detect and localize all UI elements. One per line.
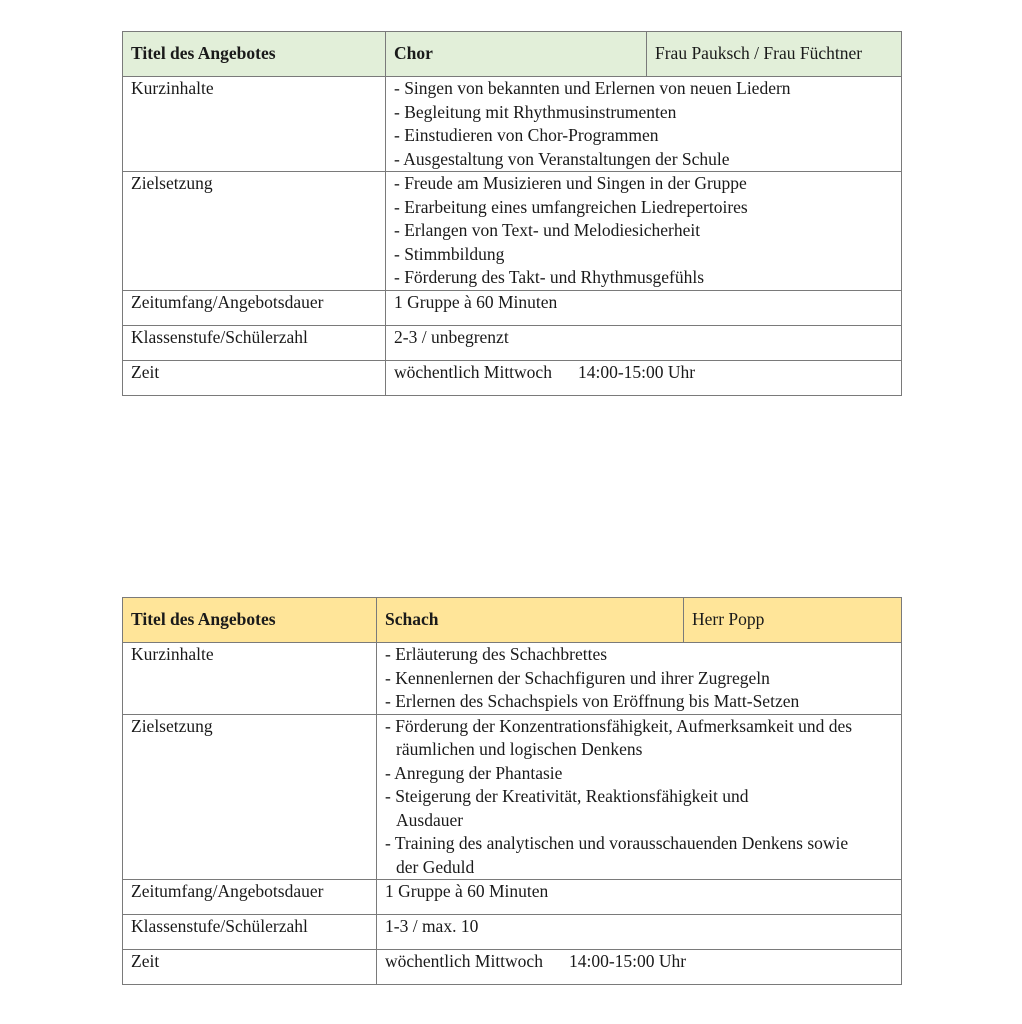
row-klassenstufe: [123, 915, 902, 950]
schedule-day: wöchentlich Mittwoch: [394, 361, 552, 382]
row-value: [377, 714, 902, 880]
offer-table-chor: [122, 31, 902, 396]
row-zeitumfang: [123, 290, 902, 325]
row-value: 1-3 / max. 10: [377, 915, 902, 950]
offer-title: Schach: [377, 598, 684, 643]
schedule-time: 14:00-15:00 Uhr: [577, 361, 696, 382]
list-item: - Kennenlernen der Schachfiguren und ihrer Zugregeln: [385, 667, 893, 691]
row-zielsetzung: [123, 714, 902, 880]
row-value: [377, 950, 902, 985]
row-klassenstufe: [123, 325, 902, 360]
bullet-list: [385, 643, 893, 714]
list-item: - Anregung der Phantasie: [385, 762, 873, 786]
list-item: - Steigerung der Kreativität, Reaktionsfähigkeit und Ausdauer: [385, 785, 873, 832]
row-zeit: [123, 360, 902, 395]
teacher-name: Frau Pauksch / Frau Füchtner: [647, 32, 902, 77]
list-item: - Begleitung mit Rhythmusinstrumenten: [394, 101, 893, 125]
row-zeitumfang: [123, 880, 902, 915]
schedule-day: wöchentlich Mittwoch: [385, 951, 543, 971]
row-zielsetzung: [123, 172, 902, 291]
list-item: - Ausgestaltung von Veranstaltungen der Schule: [394, 148, 893, 172]
list-item: - Singen von bekannten und Erlernen von neuen Liedern: [394, 77, 893, 101]
list-item: - Erlernen des Schachspiels von Eröffnung bis Matt-Setzen: [385, 690, 893, 714]
bullet-list: [394, 172, 893, 290]
row-label: Kurzinhalte: [123, 77, 386, 172]
row-label: Zeitumfang/Angebotsdauer: [123, 880, 377, 915]
row-label: Zeitumfang/Angebotsdauer: [123, 290, 386, 325]
row-label: Klassenstufe/Schülerzahl: [123, 325, 386, 360]
row-kurzinhalte: [123, 643, 902, 715]
row-zeit: [123, 950, 902, 985]
schedule-time: 14:00-15:00 Uhr: [568, 951, 687, 971]
list-item: - Erläuterung des Schachbrettes: [385, 643, 893, 667]
bullet-list: [385, 715, 873, 880]
teacher-name: Herr Popp: [684, 598, 902, 643]
header-row: [123, 598, 902, 643]
row-value: [386, 172, 902, 291]
bullet-list: [394, 77, 893, 171]
row-value: [386, 360, 902, 395]
row-label: Kurzinhalte: [123, 643, 377, 715]
header-label: Titel des Angebotes: [123, 32, 386, 77]
list-item: - Erarbeitung eines umfangreichen Liedrepertoires: [394, 196, 893, 220]
list-item: - Erlangen von Text- und Melodiesicherheit: [394, 219, 893, 243]
row-label: Zeit: [123, 950, 377, 985]
row-label: Klassenstufe/Schülerzahl: [123, 915, 377, 950]
row-value: [386, 77, 902, 172]
row-value: 2-3 / unbegrenzt: [386, 325, 902, 360]
header-row: [123, 32, 902, 77]
list-item: - Training des analytischen und vorausschauenden Denkens sowie der Geduld: [385, 832, 873, 879]
list-item: - Förderung der Konzentrationsfähigkeit, Aufmerksamkeit und des räumlichen und logischen Denkens: [385, 715, 873, 762]
header-label: Titel des Angebotes: [123, 598, 377, 643]
row-label: Zeit: [123, 360, 386, 395]
list-item: - Förderung des Takt- und Rhythmusgefühls: [394, 266, 893, 290]
offer-table-schach: [122, 597, 902, 985]
list-item: - Freude am Musizieren und Singen in der Gruppe: [394, 172, 893, 196]
row-kurzinhalte: [123, 77, 902, 172]
row-value: 1 Gruppe à 60 Minuten: [377, 880, 902, 915]
offer-title: Chor: [386, 32, 647, 77]
row-value: 1 Gruppe à 60 Minuten: [386, 290, 902, 325]
list-item: - Stimmbildung: [394, 243, 893, 267]
row-value: [377, 643, 902, 715]
row-label: Zielsetzung: [123, 172, 386, 291]
list-item: - Einstudieren von Chor-Programmen: [394, 124, 893, 148]
row-label: Zielsetzung: [123, 714, 377, 880]
